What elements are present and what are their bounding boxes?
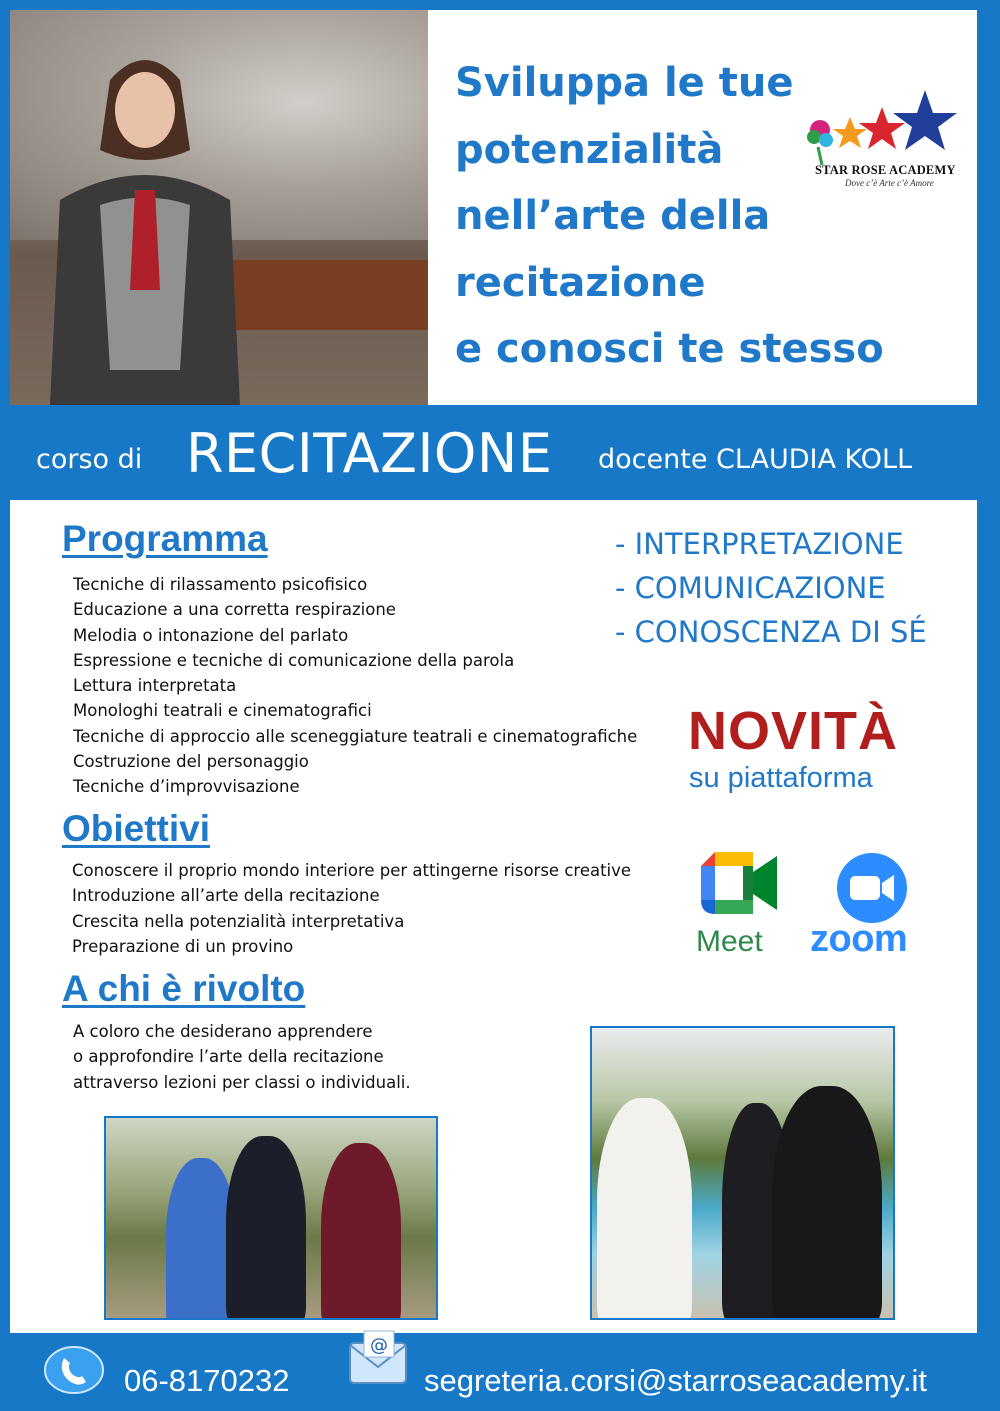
list-item: Monologhi teatrali e cinematografici bbox=[73, 701, 372, 721]
zoom-icon bbox=[836, 852, 908, 924]
keyword-list bbox=[615, 522, 927, 654]
svg-text:@: @ bbox=[370, 1335, 388, 1356]
text-line: A coloro che desiderano apprendere bbox=[73, 1022, 373, 1041]
list-item: Tecniche di approccio alle sceneggiature teatrali e cinematografiche bbox=[73, 726, 638, 746]
headline-line: potenzialità bbox=[455, 126, 724, 173]
actor-figure bbox=[226, 1136, 306, 1320]
list-item: Lettura interpretata bbox=[73, 676, 237, 696]
headline-line: recitazione bbox=[455, 259, 706, 306]
course-prefix: corso di bbox=[36, 444, 143, 475]
rivolto-text bbox=[73, 1019, 411, 1095]
list-item: Conoscere il proprio mondo interiore per attingerne risorse creative bbox=[72, 861, 632, 880]
obiettivi-list bbox=[72, 858, 631, 959]
novita-title: NOVITÀ bbox=[688, 701, 899, 761]
programma-list bbox=[73, 572, 637, 800]
course-band bbox=[10, 410, 990, 498]
programma-title: Programma bbox=[62, 518, 268, 559]
headline-line: nell’arte della bbox=[455, 193, 771, 239]
list-item: Espressione e tecniche di comunicazione della parola bbox=[73, 650, 515, 670]
google-meet-icon bbox=[701, 852, 779, 914]
phone-icon bbox=[44, 1346, 104, 1394]
text-line: o approfondire l’arte della recitazione bbox=[73, 1047, 384, 1067]
list-item: Melodia o intonazione del parlato bbox=[73, 625, 349, 645]
course-title: RECITAZIONE bbox=[186, 422, 553, 485]
phone-number[interactable]: 06-8170232 bbox=[124, 1363, 290, 1398]
rivolto-title: A chi è rivolto bbox=[62, 968, 306, 1009]
headline-line: Sviluppa le tue bbox=[455, 60, 794, 106]
class-photo-pool bbox=[590, 1026, 895, 1320]
novita-subtitle: su piattaforma bbox=[689, 762, 873, 794]
keyword-item: - INTERPRETAZIONE bbox=[615, 527, 904, 561]
student-figure bbox=[597, 1098, 692, 1320]
logo-name: STAR ROSE ACADEMY bbox=[815, 163, 956, 177]
list-item: Tecniche di rilassamento psicofisico bbox=[73, 575, 368, 594]
keyword-item: - COMUNICAZIONE bbox=[615, 571, 886, 605]
headline-line: e conosci te stesso bbox=[455, 326, 884, 372]
meet-label: Meet bbox=[696, 925, 763, 958]
email-icon bbox=[344, 1327, 414, 1391]
keyword-item: - CONOSCENZA DI SÉ bbox=[615, 615, 927, 649]
obiettivi-title: Obiettivi bbox=[62, 808, 211, 849]
teacher-figure bbox=[772, 1086, 882, 1320]
list-item: Crescita nella potenzialità interpretativa bbox=[72, 911, 405, 931]
course-teacher: docente CLAUDIA KOLL bbox=[598, 444, 913, 475]
list-item: Tecniche d’improvvisazione bbox=[73, 777, 300, 797]
class-photo-park bbox=[104, 1116, 438, 1320]
email-address[interactable]: segreteria.corsi@starroseacademy.it bbox=[424, 1363, 927, 1398]
text-line: attraverso lezioni per classi o individuali. bbox=[73, 1072, 411, 1092]
list-item: Introduzione all’arte della recitazione bbox=[72, 886, 380, 906]
list-item: Costruzione del personaggio bbox=[73, 752, 309, 772]
zoom-label: zoom bbox=[810, 918, 908, 960]
hero-photo bbox=[10, 10, 428, 405]
teacher-figure bbox=[40, 40, 250, 405]
list-item: Educazione a una corretta respirazione bbox=[73, 600, 396, 620]
logo-tagline: Dove c’è Arte c’è Amore bbox=[845, 178, 934, 188]
teacher-figure bbox=[321, 1143, 401, 1320]
list-item: Preparazione di un provino bbox=[72, 936, 294, 956]
